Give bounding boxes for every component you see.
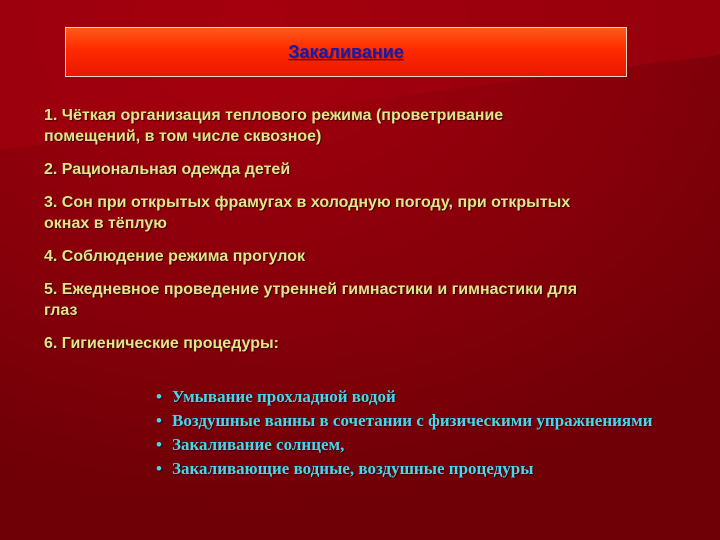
bullet-item [156, 410, 676, 431]
bullet-item [156, 434, 676, 455]
bullet-icon: • [156, 411, 162, 430]
list-item: 4. Соблюдение режима прогулок [44, 248, 306, 265]
page-title: Закаливание [288, 41, 404, 62]
bullet-item-text: Закаливающие водные, воздушные процедуры [172, 459, 534, 478]
bullet-item-text: Воздушные ванны в сочетании с физическими упражнениями [172, 411, 653, 430]
bullet-item-text: Закаливание солнцем, [172, 435, 345, 454]
list-item: 6. Гигиенические процедуры: [44, 335, 280, 352]
bullet-icon: • [156, 435, 162, 454]
title-banner [65, 27, 627, 77]
list-item: 2. Рациональная одежда детей [44, 161, 291, 178]
bullet-icon: • [156, 459, 162, 478]
bullet-item [156, 386, 676, 407]
bullet-item-text: Умывание прохладной водой [172, 387, 396, 406]
numbered-list [44, 105, 694, 366]
bullet-item [156, 458, 676, 479]
bullet-icon: • [156, 387, 162, 406]
list-item: 1. Чёткая организация теплового режима (проветривание помещений, в том числе сквозное) [44, 107, 504, 145]
list-item: 5. Ежедневное проведение утренней гимнастики и гимнастики для глаз [44, 281, 578, 319]
list-item: 3. Сон при открытых фрамугах в холодную погоду, при открытых окнах в тёплую [44, 194, 571, 232]
bullet-list [156, 386, 676, 482]
